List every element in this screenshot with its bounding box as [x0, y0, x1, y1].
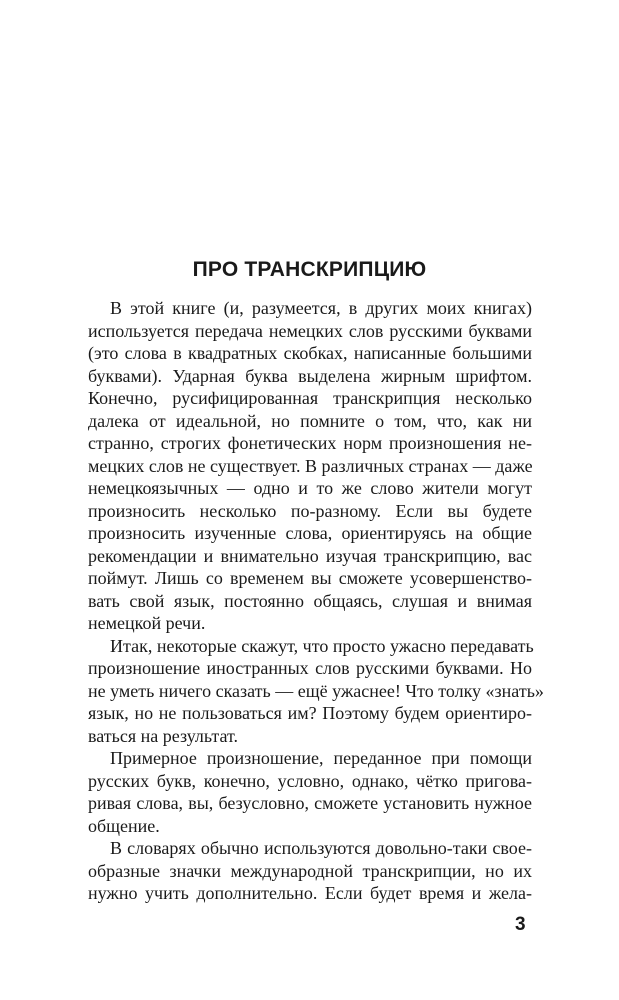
- text-line: не уметь ничего сказать — ещё ужаснее! Что толку «знать»: [88, 680, 544, 701]
- text-line: ривая слова, вы, безусловно, сможете установить нужное: [88, 793, 532, 813]
- text-line: используется передача немецких слов русскими буквами: [88, 320, 532, 341]
- section-title: ПРО ТРАНСКРИПЦИЮ: [192, 258, 427, 281]
- text-line: русских букв, конечно, условно, однако, чётко пригова-: [88, 770, 532, 791]
- text-line: странно, строгих фонетических норм произношения не-: [88, 433, 532, 453]
- paragraph: [88, 837, 532, 905]
- text-line: (это слова в квадратных скобках, написанные большими: [88, 343, 532, 363]
- text-line: Итак, некоторые скажут, что просто ужасно передавать: [110, 635, 534, 656]
- paragraph: [88, 747, 532, 837]
- text-line: произносить изученные слова, ориентируясь на общие: [88, 523, 532, 543]
- text-line: Примерное произношение, переданное при помощи: [110, 748, 532, 768]
- text-line: Конечно, русифицированная транскрипция несколько: [88, 388, 532, 408]
- text-line: рекомендации и внимательно изучая транскрипцию, вас: [88, 545, 532, 566]
- text-line: общение.: [88, 815, 160, 836]
- text-line: немецкоязычных — одно и то же слово жители могут: [88, 478, 532, 498]
- paragraph: [88, 297, 532, 635]
- text-line: буквами). Ударная буква выделена жирным шрифтом.: [88, 365, 532, 386]
- text-line: поймут. Лишь со временем вы сможете усовершенство-: [88, 568, 532, 588]
- text-line: далека от идеальной, но помните о том, что, как ни: [88, 410, 532, 431]
- text-line: образные значки международной транскрипции, но их: [88, 860, 532, 881]
- page-number: 3: [515, 914, 526, 935]
- text-line: произносить несколько по-разному. Если вы будете: [88, 500, 532, 521]
- paragraph: [88, 635, 544, 748]
- text-line: язык, но не пользоваться им? Поэтому будем ориентиро-: [88, 703, 532, 723]
- text-line: мецких слов не существует. В различных странах — даже: [88, 455, 533, 476]
- text-line: вать свой язык, постоянно общаясь, слушая и внимая: [88, 590, 532, 611]
- text-line: В этой книге (и, разумеется, в других моих книгах): [110, 298, 532, 318]
- text-line: произношение иностранных слов русскими буквами. Но: [88, 658, 532, 678]
- text-line: В словарях обычно используются довольно-таки свое-: [110, 838, 532, 858]
- text-line: немецкой речи.: [88, 613, 206, 633]
- text-line: нужно учить дополнительно. Если будет время и жела-: [88, 883, 532, 903]
- body-text: [88, 297, 544, 905]
- text-line: ваться на результат.: [88, 725, 239, 746]
